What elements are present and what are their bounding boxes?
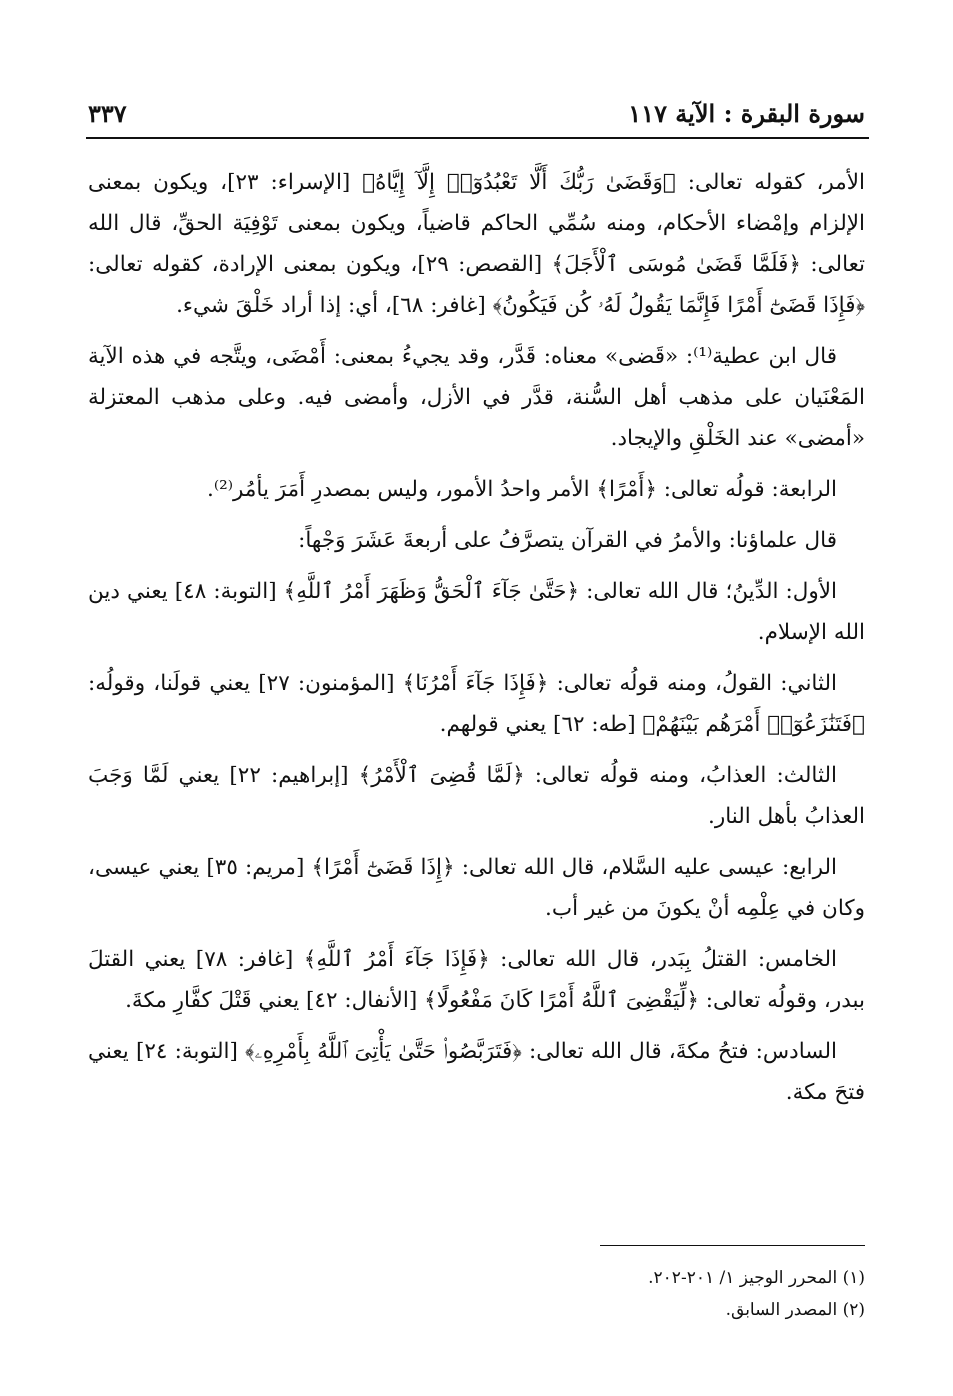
paragraph-qada-meanings: الأمر، كقوله تعالى: ﴿وَقَضَىٰ رَبُّكَ أَلَّا تَعْبُدُوٓا۟ إِلَّآ إِيَّاهُ﴾ [الإسراء: ٢٣]، ويكون بمعنى الإلزام وإمْضاء الأحكام، ومنه سُمِّي الحاكم قاضياً، ويكون بمعنى تَوْفِيَة الحقِّ، قال الله تعالى: ﴿فَلَمَّا قَضَىٰ مُوسَى ٱلْأَجَلَ﴾ [القصص: ٢٩]، ويكون بمعنى الإرادة، كقوله تعالى: ﴿فَإِذَا قَضَىٰٓ أَمْرًا فَإِنَّمَا يَقُولُ لَهُۥ كُن فَيَكُونُ﴾ [غافر: ٦٨]، أي: إذا أراد خَلْقَ شيء.	[88, 170, 865, 318]
footnotes	[88, 1262, 865, 1326]
paragraph-third-meaning: الثالث: العذابُ، ومنه قولُه تعالى: ﴿لَمَّا قُضِىَ ٱلْأَمْرُ﴾ [إبراهيم: ٢٢] يعني لَمَّا وَجَبَ العذابُ بأهل النار.	[88, 763, 865, 829]
paragraph-fourteen-meanings: قال علماؤنا: والأمرُ في القرآن يتصرَّفُ على أربعةَ عَشَرَ وَجْهاً:	[298, 528, 837, 553]
paragraph-fourth-issue: الرابعة: قولُه تعالى: ﴿أَمْرًا﴾ الأمر واحدُ الأمور، وليس بمصدرِ أَمَرَ يأمُر⁽²⁾.	[206, 477, 837, 502]
footnote-rule	[600, 1245, 865, 1246]
paragraph-first-meaning: الأول: الدِّينُ؛ قال الله تعالى: ﴿حَتَّىٰ جَآءَ ٱلْحَقُّ وَظَهَرَ أَمْرُ ٱللَّهِ﴾ [التوبة: ٤٨] يعني دين الله الإسلام.	[88, 579, 865, 645]
paragraph-ibn-atiyya: قال ابن عطية⁽¹⁾: «قَضى» معناه: قَدَّر، وقد يجيءُ بمعنى: أَمْضَى، ويتَّجه في هذه الآية المَعْنَيان على مذهب أهل السُّنة، قدَّر في الأزل، وأمضى فيه. وعلى مذهب المعتزلة «أمضى» عند الخَلْقِ والإيجاد.	[88, 344, 865, 451]
paragraph-sixth-meaning: السادس: فتحُ مكةَ، قال الله تعالى: ﴿فَتَرَبَّصُوا۟ حَتَّىٰ يَأْتِىَ ٱللَّهُ بِأَمْرِهِۦ﴾ [التوبة: ٢٤] يعني فتحَ مكة.	[88, 1039, 865, 1105]
footnote-2: (٢) المصدر السابق.	[725, 1300, 865, 1320]
paragraph-fifth-meaning: الخامس: القتلُ بِبَدر، قال الله تعالى: ﴿فَإِذَا جَآءَ أَمْرُ ٱللَّهِ﴾ [غافر: ٧٨] يعني القتلَ ببدر، وقولُه تعالى: ﴿لِّيَقْضِىَ ٱللَّهُ أَمْرًا كَانَ مَفْعُولًا﴾ [الأنفال: ٤٢] يعني قَتْلَ كفَّارِ مكةَ.	[88, 947, 865, 1013]
running-title: سورة البقرة : الآية ١١٧	[628, 99, 865, 128]
page-number: ٣٣٧	[88, 99, 127, 128]
footnote-1: (١) المحرر الوجيز ١/ ٢٠١-٢٠٢.	[648, 1268, 865, 1288]
header-rule	[86, 137, 869, 139]
paragraph-fourth-meaning: الرابع: عيسى عليه السَّلام، قال الله تعالى: ﴿إِذَا قَضَىٰٓ أَمْرًا﴾ [مريم: ٣٥] يعني عيسى، وكان في عِلْمِه أنْ يكونَ من غير أب.	[88, 855, 865, 921]
body-text	[88, 162, 865, 1123]
paragraph-second-meaning: الثاني: القولُ، ومنه قولُه تعالى: ﴿فَإِذَا جَآءَ أَمْرُنَا﴾ [المؤمنون: ٢٧] يعني قولَنا، وقولُه: ﴿فَتَنَٰزَعُوٓا۟ أَمْرَهُم بَيْنَهُمْ﴾ [طه: ٦٢] يعني قولهم.	[88, 671, 865, 737]
running-header	[88, 88, 865, 128]
